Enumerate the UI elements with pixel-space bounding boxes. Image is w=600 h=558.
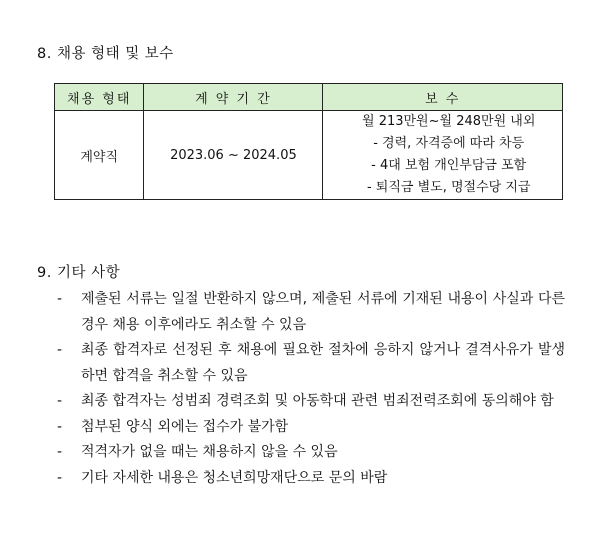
list-item: - 적격자가 없을 때는 채용하지 않을 수 있음 [55,440,565,466]
cell-pay-details [323,111,563,200]
list-item: - 최종 합격자는 성범죄 경력조회 및 아동학대 관련 범죄전력조회에 동의해야 함 [55,389,565,415]
pay-line: - 4대 보험 개인부담금 포함 [371,158,527,173]
list-item: - 첨부된 양식 외에는 접수가 불가함 [55,415,565,441]
misc-items-list [55,287,565,491]
cell-employment-type: 계약직 [55,111,144,200]
header-pay: 보 수 [323,84,563,111]
list-item: - 제출된 서류는 일절 반환하지 않으며, 제출된 서류에 기재된 내용이 사실과 다른 경우 채용 이후에라도 취소할 수 있음 [55,287,565,338]
cell-contract-period: 2023.06 ~ 2024.05 [144,111,323,200]
list-item: - 최종 합격자로 선정된 후 채용에 필요한 절차에 응하지 않거나 결격사유가 발생하면 합격을 취소할 수 있음 [55,338,565,389]
pay-line: - 퇴직금 별도, 명절수당 지급 [366,180,531,195]
pay-line: - 경력, 자격증에 따라 차등 [373,136,525,151]
pay-line: 월 213만원~월 248만원 내외 [362,114,536,129]
section-8-heading: 8. 채용 형태 및 보수 [37,46,174,62]
list-item: - 기타 자세한 내용은 청소년희망재단으로 문의 바람 [55,466,565,492]
header-contract-period: 계 약 기 간 [144,84,323,111]
section-9-heading: 9. 기타 사항 [37,265,121,281]
table-header-row [55,84,563,111]
employment-pay-table [54,83,563,200]
table-row [55,111,563,200]
header-employment-type: 채용 형태 [55,84,144,111]
